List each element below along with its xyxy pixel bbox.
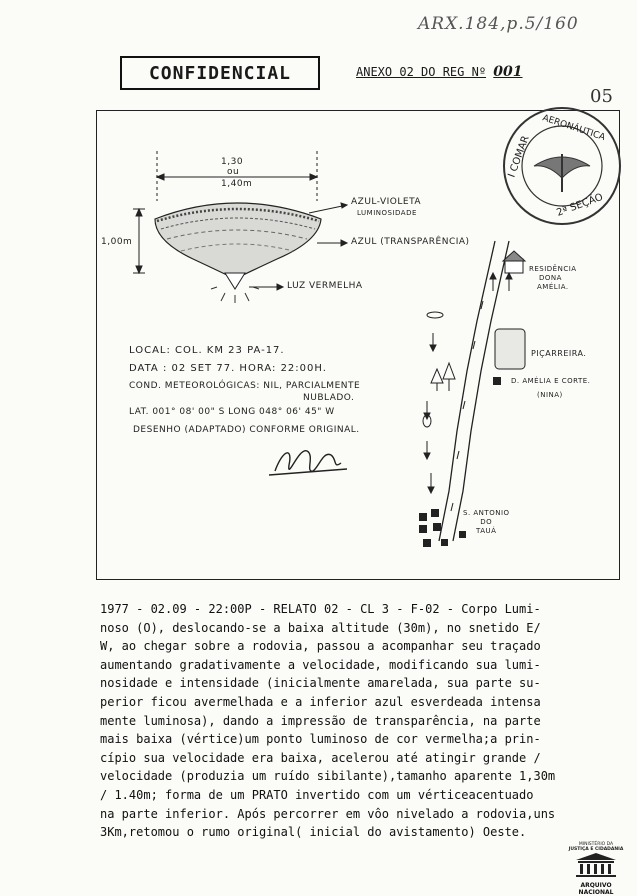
logo-line-arquivo: ARQUIVO NACIONAL [578, 882, 614, 896]
date-label: DATA : 02 SET 77. HORA: 22:00H. [129, 363, 327, 374]
map-label-santo-line: DO [480, 518, 493, 526]
report-text [100, 600, 620, 842]
confidential-stamp [120, 56, 320, 90]
report-line: mais baixa (vértice)um ponto luminoso de cor vermelha;a prin- [100, 732, 541, 747]
map-label-residencia-line: RESIDÊNCIA [529, 265, 577, 273]
map-label-santo-line: TAUÁ [476, 527, 497, 535]
map-village-icon [419, 509, 466, 547]
seal-text-aeronautica: AERONÁUTICA [541, 113, 607, 144]
map-label-residencia [529, 265, 577, 292]
confidential-label: CONFIDENCIAL [148, 62, 292, 84]
map-label-residencia-line: AMÉLIA. [537, 283, 569, 291]
width-label-or: ou [227, 167, 240, 177]
cond-label-1: COND. METEOROLÓGICAS: NIL, PARCIALMENTE [129, 381, 361, 391]
seal-text-comar: I COMAR [506, 134, 532, 180]
report-line: noso (O), deslocando-se a baixa altitude (30m), no snetido E/ [100, 620, 541, 635]
map-label-nina: (NINA) [537, 391, 563, 399]
map-label-santo-antonio [463, 509, 510, 536]
width-label-1: 1,30 [221, 157, 244, 167]
logo-line-ministry: MINISTÉRIO DA [578, 842, 614, 847]
annex-header [356, 64, 523, 80]
map-label-residencia-line: DONA [539, 274, 562, 282]
report-line: mente luminosa), dando a impressão de transparência, na parte [100, 713, 541, 728]
map-trees-icon [431, 363, 455, 391]
cond-label-2: NUBLADO. [303, 393, 355, 403]
report-line: nosidade e intensidade (inicialmente amarelada, sua parte su- [100, 676, 541, 691]
height-label: 1,00m [101, 237, 133, 247]
report-line: perior ficou avermelhada e a inferior azul esverdeada intensa [100, 694, 541, 709]
report-line: 1977 - 02.09 - 22:00P - RELATO 02 - CL 3 - F-02 - Corpo Lumi- [100, 602, 541, 616]
building-icon [574, 852, 618, 878]
map-amelia-house-icon [493, 377, 501, 385]
label-violet: AZUL-VIOLETA [351, 197, 422, 207]
report-line: aumentando gradativamente a velocidade, modificando sua lumi- [100, 657, 541, 672]
width-label-2: 1,40m [221, 179, 253, 189]
local-label: LOCAL: COL. KM 23 PA-17. [129, 345, 285, 356]
road-arrows [451, 301, 483, 511]
map-label-d-amelia: D. AMÉLIA E CORTE. [511, 377, 591, 385]
annex-number: 001 [493, 64, 523, 80]
seal-text-secao: 2ª SEÇÃO [555, 191, 605, 219]
report-line: W, ao chegar sobre a rodovia, passou a acompanhar seu traçado [100, 639, 541, 654]
map-label-santo-line: S. ANTONIO [463, 509, 510, 517]
map-label-picarreira: PIÇARREIRA. [531, 349, 587, 358]
annex-prefix: ANEXO 02 DO REG Nº [356, 65, 487, 79]
seal-stamp [500, 104, 624, 228]
label-luminosity: LUMINOSIDADE [357, 209, 417, 217]
arquivo-nacional-logo [566, 842, 626, 896]
label-blue: AZUL (TRANSPARÊNCIA) [351, 237, 470, 247]
logo-line-justice: JUSTIÇA E CIDADANIA [568, 847, 624, 852]
map-picarreira-icon [495, 329, 525, 369]
archive-reference-handwritten: ARX.184,p.5/160 [418, 14, 579, 34]
label-red-light: LUZ VERMELHA [287, 281, 363, 291]
height-dimension [133, 209, 145, 273]
report-line: / 1.40m; forma de um PRATO invertido com um vérticeacentuado [100, 787, 534, 802]
report-line: cípio sua velocidade era baixa, acelerou até atingir grande / [100, 750, 541, 765]
report-line: na parte inferior. Após percorrer em vôo nivelado a rodovia,uns [100, 806, 556, 821]
drawing-note: DESENHO (ADAPTADO) CONFORME ORIGINAL. [133, 425, 360, 435]
page-number: 05 [590, 86, 613, 107]
report-line: velocidade (produzia um ruído sibilante),tamanho aparente 1,30m [100, 769, 556, 784]
report-line: 3Km,retomou o rumo original( inicial do avistamento) Oeste. [100, 825, 527, 840]
latlong-label: LAT. 001° 08' 00" S LONG 048° 06' 45" W [129, 407, 335, 417]
signature-graphic [269, 451, 347, 475]
